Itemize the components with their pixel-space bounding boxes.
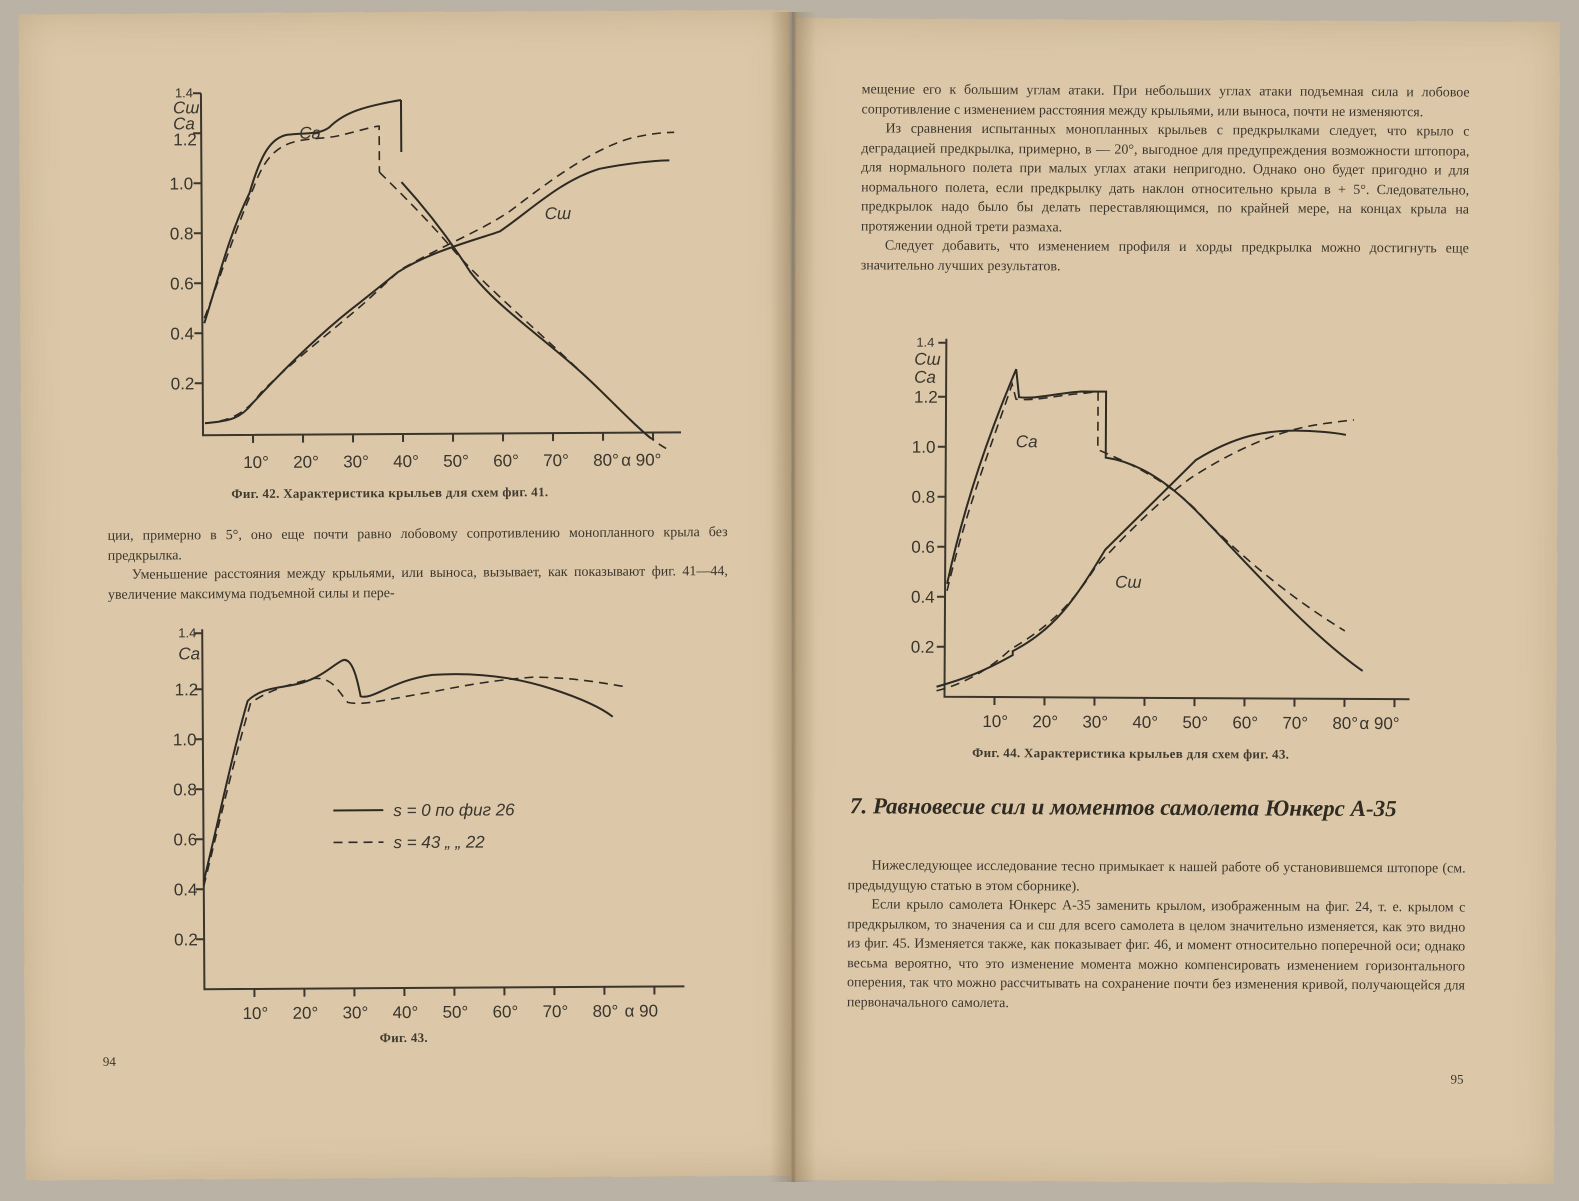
fig44-ytick: 0.6: [911, 537, 935, 557]
fig43-ytick: 0.4: [173, 880, 198, 900]
fig44-ytick: 1.4: [916, 334, 935, 350]
fig44-ytick: 0.4: [910, 587, 935, 607]
fig43-caption: Фиг. 43.: [379, 1029, 428, 1046]
fig42-ylabel-ca: Cа: [173, 114, 195, 134]
fig43-ytick: 1.0: [172, 730, 197, 750]
fig44-cw-dashed: [937, 418, 1354, 693]
fig43-xtick-last: α 90: [624, 1001, 659, 1021]
fig44-chart: [904, 329, 1426, 742]
fig42-ylabel-cw: Cш: [172, 98, 200, 118]
fig42-cw-solid: [203, 160, 671, 423]
fig44-xtick: 10°: [982, 711, 1009, 732]
fig42-xtick: 50°: [443, 451, 469, 471]
page-number: 95: [1450, 1071, 1464, 1087]
fig43-ylabel: Cа: [178, 644, 201, 664]
fig42-ca-drop-dash: [379, 170, 666, 450]
fig44-ytick: 1.2: [914, 387, 938, 407]
fig42-caption: Фиг. 42. Характеристика крыльев для схем фиг. 41.: [231, 484, 549, 502]
fig43-xtick: 10°: [242, 1003, 269, 1024]
fig44-xtick: 60°: [1232, 713, 1259, 733]
fig43-xtick: 60°: [492, 1002, 519, 1022]
fig42-xtick: 20°: [293, 452, 319, 472]
fig43-ytick: 1.2: [174, 680, 199, 700]
fig42-ca-dashed: [203, 123, 380, 318]
fig44-curve-label-cw: Cш: [1115, 572, 1142, 592]
fig43-xtick: 40°: [392, 1002, 419, 1023]
fig44-xtick: 40°: [1132, 712, 1159, 732]
fig42-xtick: 70°: [543, 451, 569, 471]
fig42-xtick-last: α 90°: [621, 450, 662, 470]
left-page: [18, 10, 795, 1181]
left-mid-text: [108, 523, 728, 605]
section-heading: 7. Равновесие сил и моментов самолета Юнкерс А-35: [849, 793, 1397, 822]
fig42-curve-label-cw: Cш: [544, 203, 572, 224]
fig44-ytick: 0.8: [911, 487, 936, 507]
paragraph: Нижеследующее исследование тесно примыкает к нашей работе об установившемся штопоре (см. предыдущую статью в этом сборнике).: [847, 858, 1466, 895]
fig42-xtick: 60°: [493, 451, 519, 471]
fig42-xtick: 10°: [243, 452, 269, 472]
fig43-xtick: 30°: [342, 1003, 369, 1023]
fig43-ytick: 0.2: [174, 930, 198, 950]
fig44-curve-label-ca: Cа: [1015, 432, 1038, 452]
fig44-ca-solid: [947, 369, 1365, 671]
fig43-xtick: 70°: [542, 1002, 569, 1022]
fig44-xtick: 20°: [1032, 712, 1059, 732]
fig42-chart: [169, 80, 691, 483]
fig42-xtick: 40°: [393, 451, 419, 472]
paragraph: Из сравнения испытанных монопланных крыльев с предкрылками следует, что крыло с деградацией предкрылка, примерно, в — 20°, выгодное для предупреждения возможности штопора, для нормального полета при малых углах атаки непригодно. Однако оно будет пригодно и для нормального полета, если предкрылку дать наклон относительно крыла в + 5°. Следовательно, предкрылок надо было бы делать переставляющимся, по крайней мере, на концах крыла на протяжении одной трети размаха.: [860, 121, 1470, 235]
paragraph: мещение его к большим углам атаки. При небольших углах атаки подъемная сила и лобовое сопротивление с изменением расстояния между крыльями, или выноса, почти не изменяются.: [861, 82, 1470, 120]
fig44-xtick-last: α 90°: [1359, 713, 1400, 734]
fig44-xtick: 50°: [1182, 713, 1209, 733]
fig44-xtick: 30°: [1082, 712, 1109, 732]
fig43-ytick: 0.8: [173, 780, 197, 800]
fig43-ytick: 0.6: [173, 830, 198, 850]
fig43-legend-dashed: s = 43 „ „ 22: [393, 832, 485, 853]
fig44-ytick: 1.0: [911, 437, 936, 457]
fig44-ytick: 0.2: [910, 637, 935, 657]
fig44-ylabel-cw: Cш: [914, 349, 941, 369]
paragraph: Если крыло самолета Юнкерс А-35 заменить крылом, изображенным на фиг. 24, т. е. крылом с предкрылком, то значения cа и cш для всего самолета в целом значительно изменяется, как это видно из фиг. 45. Изменяется также, как показывает фиг. 46, и момент относительно поперечной оси; однако весьма вероятно, что это изменение момента можно компенсировать изменением горизонтального оперения, так что можно рассчитывать на сохранение почти без изменения кривой, получающейся для первоначального самолета.: [846, 897, 1466, 1011]
fig42-curve-label-ca: Cа: [299, 123, 321, 143]
fig43-xtick: 80°: [592, 1001, 619, 1021]
fig42-xtick: 80°: [593, 450, 619, 470]
fig44-xtick: 70°: [1282, 713, 1309, 733]
fig43-xtick: 50°: [442, 1002, 469, 1022]
fig42-ytick: 0.2: [170, 374, 195, 394]
fig42-ca-drop: [401, 99, 651, 441]
fig42-ytick: 1.0: [169, 174, 194, 194]
fig43-ytick: 1.4: [178, 625, 197, 641]
fig43-dashed: [203, 676, 626, 886]
fig42-ytick: 1.2: [173, 130, 197, 150]
paragraph: ции, примерно в 5°, оно еще почти равно лобовому сопротивлению монопланного крыла без предкрылка.: [107, 525, 728, 564]
fig42-ytick: 0.6: [170, 274, 194, 294]
fig43-legend-solid: s = 0 по фиг 26: [393, 800, 515, 821]
fig42-xtick: 30°: [343, 452, 369, 472]
fig42-ytick: 0.8: [169, 224, 194, 244]
page-number: 94: [102, 1053, 116, 1069]
fig42-ytick: 0.4: [170, 324, 195, 344]
right-page: [790, 18, 1560, 1184]
fig44-cw-solid: [937, 429, 1346, 689]
right-bottom-text: [847, 856, 1466, 1015]
fig44-caption: Фиг. 44. Характеристика крыльев для схем фиг. 43.: [972, 744, 1290, 762]
right-top-text: [861, 80, 1470, 278]
fig42-ytick: 1.4: [174, 85, 194, 101]
fig43-chart: [172, 618, 694, 1031]
fig44-ylabel-ca: Cа: [914, 367, 936, 387]
paragraph: Следует добавить, что изменением профиля и хорды предкрылка можно достигнуть еще значительно лучших результатов.: [860, 238, 1469, 274]
fig43-xtick: 20°: [292, 1003, 319, 1023]
fig44-xtick: 80°: [1332, 713, 1359, 733]
paragraph: Уменьшение расстояния между крыльями, или выноса, вызывает, как показывают фиг. 41—44, увеличение максимума подъемной силы и пере-: [107, 564, 728, 603]
fig44-ca-dashed: [947, 384, 1346, 631]
